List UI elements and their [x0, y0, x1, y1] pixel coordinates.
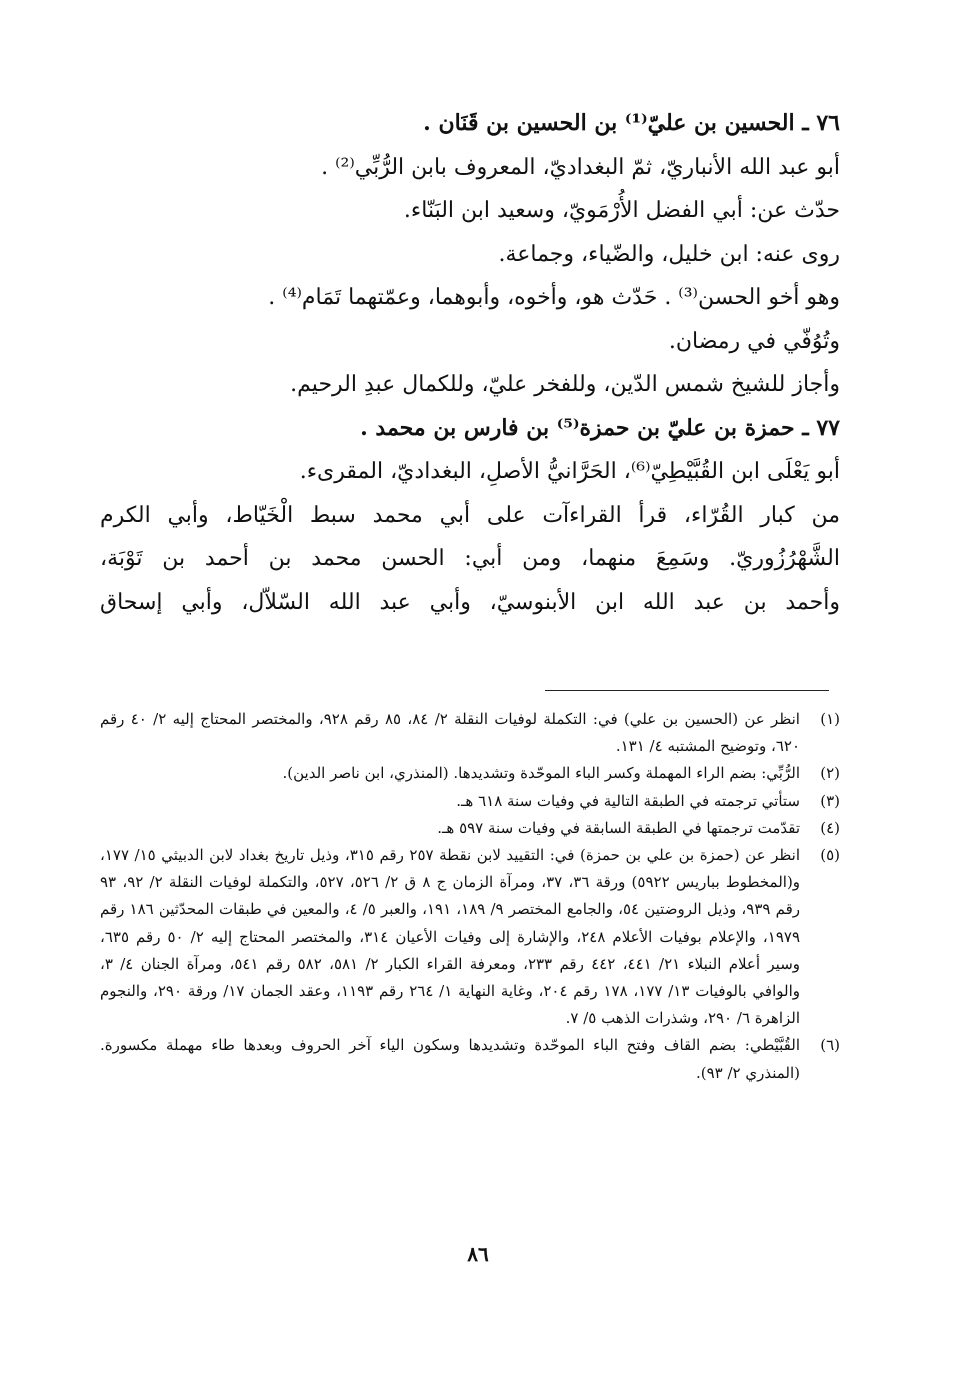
footnote-text: ستأتي ترجمته في الطبقة التالية في وفيات سنة ٦١٨ هـ.	[456, 791, 800, 810]
footnote-number: (٤)	[820, 818, 840, 837]
entry-76-line: روى عنه: ابن خليل، والضّياء، وجماعة.	[498, 241, 840, 267]
footnote	[100, 1032, 840, 1086]
main-text	[100, 102, 840, 624]
footnote-text: انظر عن (حمزة بن علي بن حمزة) في: التقييد لابن نقطة ٢٥٧ رقم ٣١٥، وذيل تاريخ بغداد لابن الدبيثي ١٥/ ١٧٧، و(المخطوط بباريس ٥٩٢٢) ورقة ٣٦، ٣٧، ومرآة الزمان ج ٨ ق ٢/ ٥٢٦، ٥٢٧، والتكملة لوفيات النقلة ٢/ ٩٢، ٩٣ رقم ٩٣٩، وذيل الروضتين ٥٤، والجامع المختصر ٩/ ١٨٩، ١٩١، والعبر ٥/ ٤، والمعين في طبقات المحدّثين ١٨٦ رقم ١٩٧٩، والإعلام بوفيات الأعلام ٢٤٨، والإشارة إلى وفيات الأعيان ٣١٤، والمختصر المحتاج إليه ٢/ ٥٠ رقم ٦٣٥، وسير أعلام النبلاء ٢١/ ٤٤١، ٤٤٢ رقم ٢٣٣، ومعرفة القراء الكبار ٢/ ٥٨١، ٥٨٢ رقم ٥٤١، ومرآة الجنان ٤/ ٣، والوافي بالوفيات ١٣/ ١٧٧، ١٧٨ رقم ٢٠٤، وغاية النهاية ١/ ٢٦٤ رقم ١١٩٣، وعقد الجمان ١٧/ ورقة ٢٩٠، والنجوم الزاهرة ٦/ ٢٩٠، وشذرات الذهب ٥/ ٧.	[100, 846, 801, 1028]
footnote-text: تقدّمت ترجمتها في الطبقة السابقة في وفيات سنة ٥٩٧ هـ.	[437, 818, 800, 837]
entry-76-line: وأجاز للشيخ شمس الدّين، وللفخر عليّ، وللكمال عبدِ الرحيم.	[290, 372, 840, 397]
footnote	[100, 788, 840, 815]
footnote-number: (٥)	[820, 846, 840, 865]
entry-77-line: وأحمد بن عبد الله ابن الأبنوسيّ، وأبي عبد الله السّلاّل، وأبي إسحاق	[100, 589, 840, 615]
footnote-number: (٣)	[820, 791, 840, 810]
page-number: ٨٦	[467, 1242, 489, 1266]
footnote-divider	[545, 690, 829, 691]
footnote	[100, 815, 840, 842]
entry-76-line: حدّث عن: أبي الفضل الأُرْمَويّ، وسعيد ابن البَنّاء.	[403, 198, 840, 223]
footnote-text: الرُّبِّي: بضم الراء المهملة وكسر الباء الموحّدة وتشديدها. (المنذري، ابن ناصر الدين).	[282, 764, 800, 783]
footnote-number: (٢)	[820, 764, 840, 783]
footnote-number: (٦)	[820, 1036, 840, 1055]
footnote-number: (١)	[820, 710, 840, 728]
entry-77-line: أبو يَعْلَى ابن القُبَّيْطِيّ⁽⁶⁾، الحَرَّانيُّ الأصلِ، البغداديّ، المقرىء.	[299, 459, 840, 484]
footnote-text: انظر عن (الحسين بن علي) في: التكملة لوفيات النقلة ٢/ ٨٤، ٨٥ رقم ٩٢٨، والمختصر المحتاج إليه ٢/ ٤٠ رقم ٦٢٠، وتوضيح المشتبه ٤/ ١٣١.	[100, 710, 800, 756]
entry-76-line: وتُوُفّي في رمضان.	[668, 328, 840, 354]
footnote	[100, 706, 840, 760]
footnote	[100, 760, 840, 787]
footnote-text: القُبَّيْطي: بضم القاف وفتح الباء الموحّدة وتشديدها وسكون الياء آخر الحروف وبعدها طاء مهملة مكسورة. (المنذري ٢/ ٩٣).	[100, 1036, 800, 1082]
footnote	[100, 842, 840, 1032]
entry-77-heading: ٧٧ ـ حمزة بن عليّ بن حمزة⁽⁵⁾ بن فارس بن محمد .	[360, 414, 840, 441]
entry-76-line: وهو أخو الحسن⁽³⁾ . حَدّث هو، وأخوه، وأبوهما، وعمّتهما تَمَام⁽⁴⁾ .	[268, 285, 840, 310]
entry-76-line: أبو عبد الله الأنباريّ، ثمّ البغداديّ، المعروف بابن الرُّبِّي⁽²⁾ .	[321, 154, 840, 180]
entry-77-line: الشَّهْرُزُوريّ. وسَمِعَ منهما، ومن أبي: الحسن محمد بن أحمد بن تَوْبَة،	[100, 546, 840, 571]
entry-76-heading: ٧٦ ـ الحسين بن عليّ⁽¹⁾ بن الحسين بن قَنَان .	[423, 110, 840, 136]
entry-77-line: من كبار القُرّاء، قرأ القراءآت على أبي محمد سبط الْخَيّاط، وأبي الكرم	[100, 502, 840, 528]
footnotes	[100, 706, 840, 1087]
